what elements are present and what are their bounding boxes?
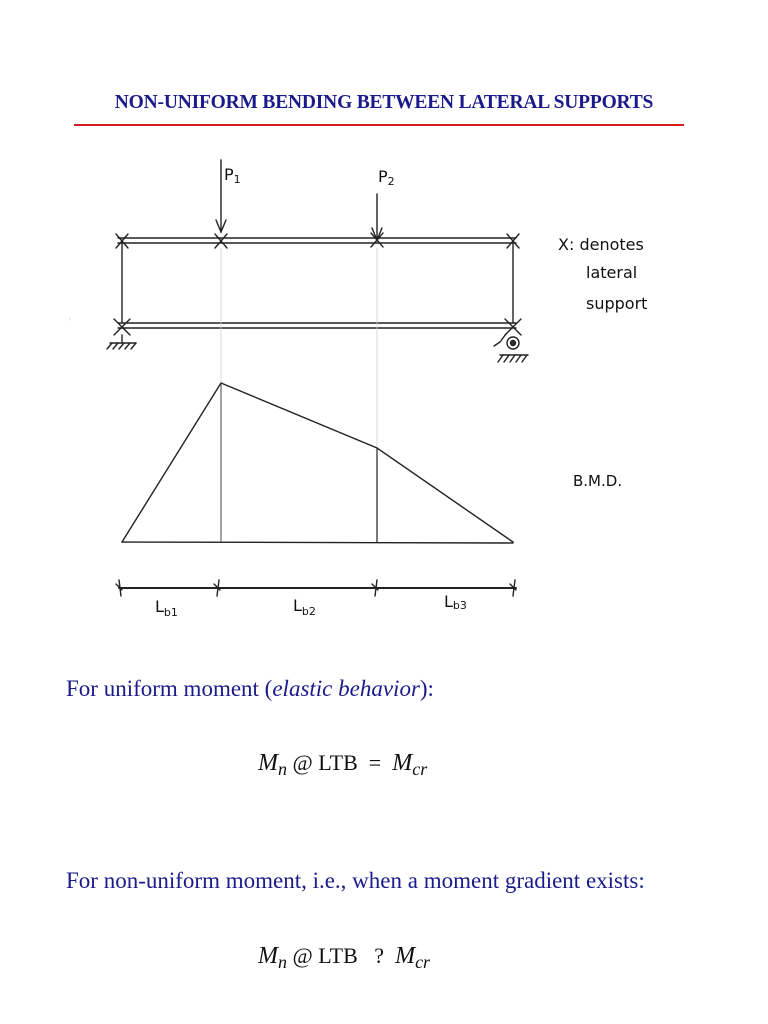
svg-text:X: denotes: X: denotes — [558, 235, 644, 254]
svg-text:P1: P1 — [224, 165, 241, 186]
svg-text:support: support — [586, 294, 648, 313]
segment-lb2: $L_{b2}$ — [293, 596, 316, 618]
segment-lb3: Lb3 — [444, 592, 467, 612]
uniform-moment-text: For uniform moment (elastic behavior): — [66, 676, 434, 701]
equation-non-uniform: $M_n$ @ LTB ? $M_{cr}$ — [258, 943, 431, 972]
svg-text:lateral: lateral — [586, 263, 638, 282]
bmd-label: B.M.D. — [573, 472, 623, 490]
segment-lb1: $L_{b1}$ — [155, 597, 178, 619]
load-p2 — [372, 167, 395, 240]
legend — [558, 235, 647, 313]
projection-lines — [70, 248, 377, 448]
load-p1 — [216, 160, 241, 232]
equation-uniform: $M_n$ @ LTB = $M_{cr}$ — [258, 750, 428, 779]
beam-bottom-flange — [118, 323, 516, 328]
svg-text:P2: P2 — [378, 167, 395, 188]
roller-support — [494, 334, 528, 362]
beam-top-flange — [118, 238, 516, 243]
pin-support — [107, 335, 136, 349]
lateral-support-marks — [114, 233, 521, 335]
non-uniform-moment-text: For non-uniform moment, i.e., when a moment gradient exists: — [66, 868, 645, 893]
bending-moment-diagram — [122, 383, 513, 543]
page-title: NON-UNIFORM BENDING BETWEEN LATERAL SUPPORTS — [114, 92, 654, 113]
dimension-line — [116, 580, 516, 596]
